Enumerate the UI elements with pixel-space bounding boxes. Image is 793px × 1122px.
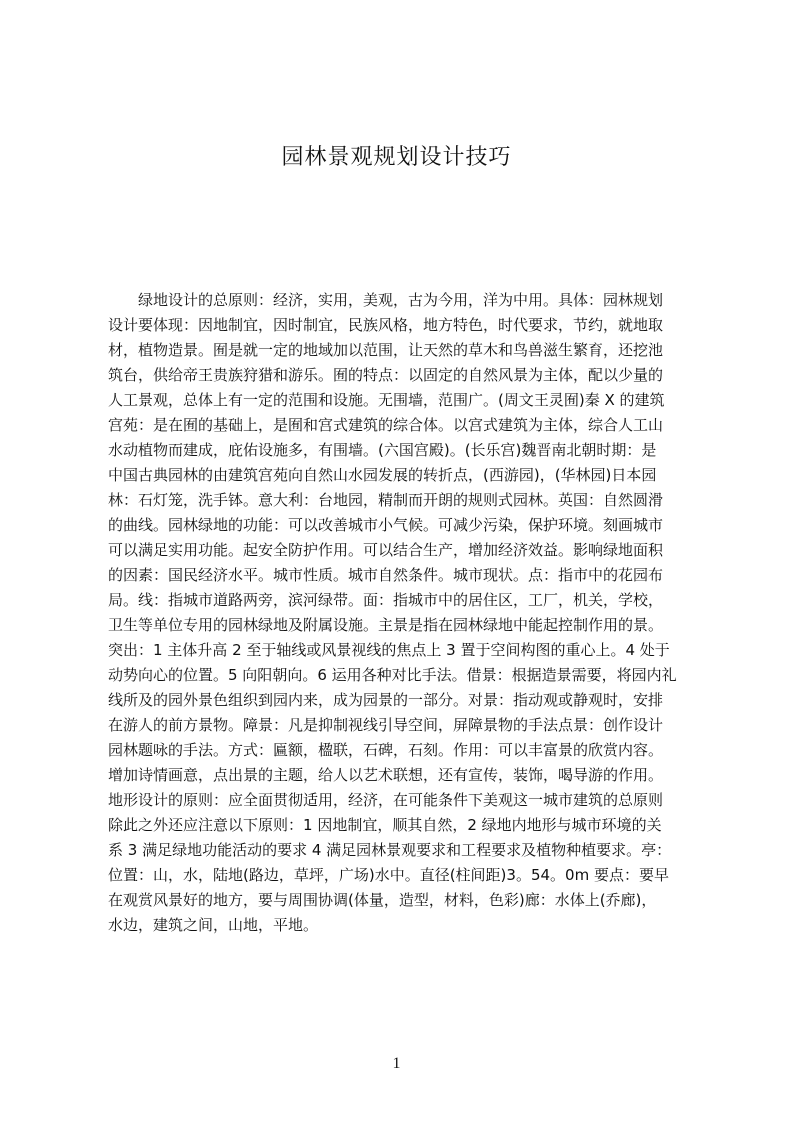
text-line: 线所及的园外景色组织到园内来，成为园景的一部分。对景：指动观或静观时，安排 [108,691,664,709]
text-line: 宫苑：是在囿的基础上，是囿和宫式建筑的综合体。以宫式建筑为主体，综合人工山 [108,416,664,434]
text-line: 的因素：国民经济水平。城市性质。城市自然条件。城市现状。点：指市中的花园布 [108,566,664,584]
text-line: 园林题咏的手法。方式：匾额，楹联，石碑，石刻。作用：可以丰富景的欣赏内容。 [108,741,664,759]
text-line: 水边，建筑之间，山地，平地。 [108,916,319,934]
text-line: 除此之外还应注意以下原则：1 因地制宜，顺其自然，2 绿地内地形与城市环境的关 [108,816,662,834]
text-line: 突出：1 主体升高 2 至于轴线或风景视线的焦点上 3 置于空间构图的重心上。4 处于 [108,641,670,659]
page-title: 园林景观规划设计技巧 [281,145,512,170]
text-line: 系 3 满足绿地功能活动的要求 4 满足园林景观要求和工程要求及植物种植要求。亭： [108,841,672,859]
text-line: 地形设计的原则：应全面贯彻适用，经济，在可能条件下美观这一城市建筑的总原则 [108,791,664,809]
text-line: 在游人的前方景物。障景：凡是抑制视线引导空间，屏障景物的手法点景：创作设计 [108,716,664,734]
text-line: 绿地设计的总原则：经济，实用，美观，古为今用，洋为中用。具体：园林规划 [138,291,664,309]
body-text [108,288,698,988]
text-line: 林：石灯笼，洗手钵。意大利：台地园，精制而开朗的规则式园林。英国：自然圆滑 [108,491,664,509]
text-line: 筑台，供给帝王贵族狩猎和游乐。囿的特点：以固定的自然风景为主体，配以少量的 [108,366,664,384]
text-line: 增加诗情画意，点出景的主题，给人以艺术联想，还有宣传，装饰，喝导游的作用。 [108,766,664,784]
text-line: 的曲线。园林绿地的功能：可以改善城市小气候。可减少污染，保护环境。刻画城市 [108,516,664,534]
text-line: 水动植物而建成，庇佑设施多，有围墙。(六国宫殿)。(长乐宫)魏晋南北朝时期：是 [108,441,657,459]
text-line: 中国古典园林的由建筑宫苑向自然山水园发展的转折点，(西游园)，(华林园)日本园 [108,466,657,484]
text-line: 材，植物造景。囿是就一定的地域加以范围，让天然的草木和鸟兽滋生繁育，还挖池 [108,341,664,359]
page-number: 1 [392,1055,401,1072]
text-line: 动势向心的位置。5 向阳朝向。6 运用各种对比手法。借景：根据造景需要，将园内礼 [108,666,677,684]
text-line: 可以满足实用功能。起安全防护作用。可以结合生产，增加经济效益。影响绿地面积 [108,541,664,559]
text-line: 设计要体现：因地制宜，因时制宜，民族风格，地方特色，时代要求，节约，就地取 [108,316,664,334]
text-line: 局。线：指城市道路两旁，滨河绿带。面：指城市中的居住区，工厂，机关，学校， [108,591,664,609]
text-line: 人工景观，总体上有一定的范围和设施。无围墙，范围广。(周文王灵囿)秦 X 的建筑 [108,391,665,409]
text-line: 位置：山，水，陆地(路边，草坪，广场)水中。直径(柱间距)3。54。0m 要点：要早 [108,866,669,884]
text-line: 在观赏风景好的地方，要与周围协调(体量，造型，材料，色彩)廊：水体上(乔廊)， [108,891,657,909]
text-line: 卫生等单位专用的园林绿地及附属设施。主景是指在园林绿地中能起控制作用的景。 [108,616,664,634]
